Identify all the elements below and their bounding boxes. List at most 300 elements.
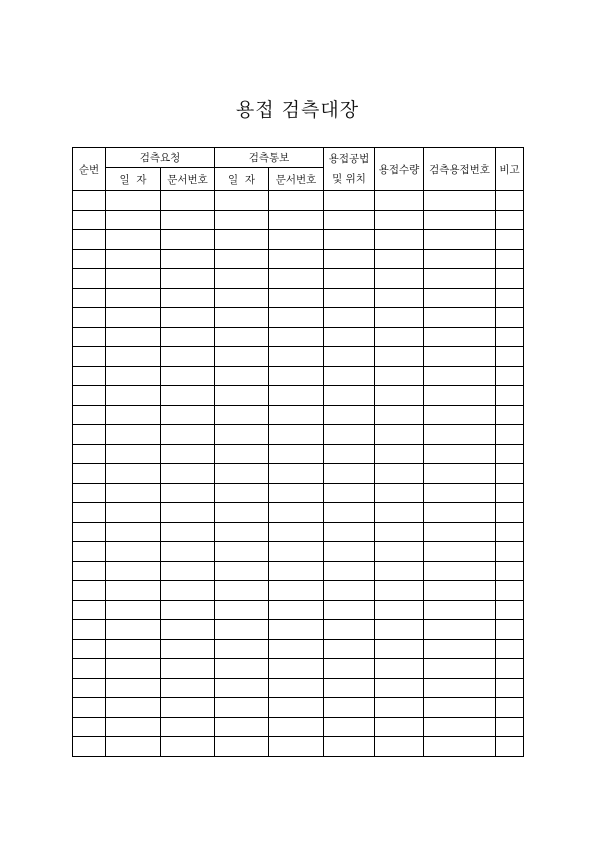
table-cell[interactable] xyxy=(496,347,524,367)
table-cell[interactable] xyxy=(424,444,496,464)
table-cell[interactable] xyxy=(106,249,161,269)
table-cell[interactable] xyxy=(424,405,496,425)
table-cell[interactable] xyxy=(269,425,324,445)
table-cell[interactable] xyxy=(106,483,161,503)
table-cell[interactable] xyxy=(375,659,424,679)
table-cell[interactable] xyxy=(496,522,524,542)
table-row xyxy=(73,425,524,445)
table-cell[interactable] xyxy=(269,444,324,464)
header-method-line2: 및 위치 xyxy=(332,173,366,185)
header-method-location xyxy=(324,148,375,191)
header-inspection-weld-number: 검측용접번호 xyxy=(424,148,496,191)
table-cell[interactable] xyxy=(161,600,215,620)
table-cell[interactable] xyxy=(269,678,324,698)
table-cell[interactable] xyxy=(324,366,375,386)
table-cell[interactable] xyxy=(269,405,324,425)
table-cell[interactable] xyxy=(215,386,269,406)
table-cell[interactable] xyxy=(106,600,161,620)
table-cell[interactable] xyxy=(496,659,524,679)
table-cell[interactable] xyxy=(375,561,424,581)
table-cell[interactable] xyxy=(375,737,424,757)
table-cell[interactable] xyxy=(73,210,106,230)
table-cell[interactable] xyxy=(106,191,161,211)
table-cell[interactable] xyxy=(161,717,215,737)
table-cell[interactable] xyxy=(73,405,106,425)
table-cell[interactable] xyxy=(215,503,269,523)
table-cell[interactable] xyxy=(73,269,106,289)
header-inspection-notice: 검측통보 xyxy=(215,148,324,168)
table-cell[interactable] xyxy=(215,327,269,347)
header-request-date: 일 자 xyxy=(106,168,161,191)
table-cell[interactable] xyxy=(324,717,375,737)
table-cell[interactable] xyxy=(375,366,424,386)
table-cell[interactable] xyxy=(215,561,269,581)
table-cell[interactable] xyxy=(269,483,324,503)
table-cell[interactable] xyxy=(375,288,424,308)
table-row xyxy=(73,249,524,269)
table-cell[interactable] xyxy=(215,659,269,679)
table-cell[interactable] xyxy=(215,678,269,698)
table-cell[interactable] xyxy=(424,230,496,250)
table-cell[interactable] xyxy=(324,386,375,406)
table-cell[interactable] xyxy=(496,698,524,718)
table-cell[interactable] xyxy=(269,503,324,523)
table-cell[interactable] xyxy=(215,542,269,562)
table-cell[interactable] xyxy=(324,249,375,269)
table-cell[interactable] xyxy=(215,288,269,308)
table-cell[interactable] xyxy=(496,737,524,757)
table-cell[interactable] xyxy=(161,522,215,542)
table-cell[interactable] xyxy=(215,717,269,737)
table-cell[interactable] xyxy=(496,678,524,698)
header-seq: 순번 xyxy=(73,148,106,191)
table-cell[interactable] xyxy=(269,542,324,562)
table-cell[interactable] xyxy=(496,327,524,347)
table-cell[interactable] xyxy=(324,639,375,659)
table-cell[interactable] xyxy=(269,717,324,737)
table-cell[interactable] xyxy=(215,249,269,269)
table-row xyxy=(73,230,524,250)
table-cell[interactable] xyxy=(375,444,424,464)
table-cell[interactable] xyxy=(161,639,215,659)
table-cell[interactable] xyxy=(106,698,161,718)
table-cell[interactable] xyxy=(324,230,375,250)
table-cell[interactable] xyxy=(106,288,161,308)
table-cell[interactable] xyxy=(215,191,269,211)
header-remarks: 비고 xyxy=(496,148,524,191)
table-cell[interactable] xyxy=(161,269,215,289)
table-cell[interactable] xyxy=(424,425,496,445)
table-cell[interactable] xyxy=(375,600,424,620)
table-cell[interactable] xyxy=(73,620,106,640)
table-cell[interactable] xyxy=(269,639,324,659)
table-cell[interactable] xyxy=(161,230,215,250)
table-cell[interactable] xyxy=(424,542,496,562)
table-cell[interactable] xyxy=(73,327,106,347)
table-cell[interactable] xyxy=(375,717,424,737)
table-cell[interactable] xyxy=(269,600,324,620)
table-cell[interactable] xyxy=(375,210,424,230)
table-cell[interactable] xyxy=(375,678,424,698)
table-cell[interactable] xyxy=(269,347,324,367)
table-cell[interactable] xyxy=(161,366,215,386)
table-cell[interactable] xyxy=(215,444,269,464)
table-cell[interactable] xyxy=(269,561,324,581)
table-cell[interactable] xyxy=(215,464,269,484)
table-cell[interactable] xyxy=(161,405,215,425)
table-cell[interactable] xyxy=(161,581,215,601)
table-row xyxy=(73,678,524,698)
table-cell[interactable] xyxy=(324,464,375,484)
table-row xyxy=(73,620,524,640)
table-cell[interactable] xyxy=(73,230,106,250)
table-row xyxy=(73,600,524,620)
table-cell[interactable] xyxy=(106,425,161,445)
table-row xyxy=(73,503,524,523)
table-cell[interactable] xyxy=(73,366,106,386)
table-cell[interactable] xyxy=(496,717,524,737)
table-cell[interactable] xyxy=(73,464,106,484)
table-cell[interactable] xyxy=(496,483,524,503)
table-cell[interactable] xyxy=(424,678,496,698)
table-cell[interactable] xyxy=(324,347,375,367)
table-cell[interactable] xyxy=(496,249,524,269)
table-cell[interactable] xyxy=(269,249,324,269)
table-cell[interactable] xyxy=(269,288,324,308)
table-cell[interactable] xyxy=(73,717,106,737)
table-cell[interactable] xyxy=(73,639,106,659)
table-cell[interactable] xyxy=(161,308,215,328)
table-cell[interactable] xyxy=(269,366,324,386)
table-cell[interactable] xyxy=(424,269,496,289)
table-cell[interactable] xyxy=(106,737,161,757)
table-cell[interactable] xyxy=(324,678,375,698)
table-cell[interactable] xyxy=(496,542,524,562)
table-cell[interactable] xyxy=(496,288,524,308)
table-cell[interactable] xyxy=(73,698,106,718)
table-cell[interactable] xyxy=(215,737,269,757)
table-cell[interactable] xyxy=(375,522,424,542)
header-method-line1: 용접공법 xyxy=(328,153,370,165)
table-cell[interactable] xyxy=(161,561,215,581)
table-cell[interactable] xyxy=(269,230,324,250)
table-cell[interactable] xyxy=(375,639,424,659)
table-cell[interactable] xyxy=(106,503,161,523)
table-cell[interactable] xyxy=(269,386,324,406)
table-cell[interactable] xyxy=(375,464,424,484)
table-cell[interactable] xyxy=(215,483,269,503)
table-cell[interactable] xyxy=(496,425,524,445)
table-cell[interactable] xyxy=(424,483,496,503)
table-cell[interactable] xyxy=(424,600,496,620)
table-cell[interactable] xyxy=(215,639,269,659)
table-cell[interactable] xyxy=(106,620,161,640)
table-row xyxy=(73,269,524,289)
table-cell[interactable] xyxy=(375,581,424,601)
table-cell[interactable] xyxy=(496,191,524,211)
table-cell[interactable] xyxy=(215,425,269,445)
table-cell[interactable] xyxy=(161,698,215,718)
table-row xyxy=(73,561,524,581)
table-cell[interactable] xyxy=(424,464,496,484)
table-cell[interactable] xyxy=(496,464,524,484)
table-cell[interactable] xyxy=(324,210,375,230)
table-cell[interactable] xyxy=(215,347,269,367)
table-cell[interactable] xyxy=(73,522,106,542)
table-cell[interactable] xyxy=(269,191,324,211)
table-cell[interactable] xyxy=(161,659,215,679)
table-cell[interactable] xyxy=(424,347,496,367)
table-row xyxy=(73,191,524,211)
table-cell[interactable] xyxy=(73,249,106,269)
table-cell[interactable] xyxy=(375,191,424,211)
table-cell[interactable] xyxy=(106,717,161,737)
table-cell[interactable] xyxy=(375,308,424,328)
table-cell[interactable] xyxy=(73,600,106,620)
table-cell[interactable] xyxy=(215,366,269,386)
table-cell[interactable] xyxy=(73,737,106,757)
table-cell[interactable] xyxy=(106,347,161,367)
table-cell[interactable] xyxy=(106,561,161,581)
table-cell[interactable] xyxy=(324,581,375,601)
table-cell[interactable] xyxy=(106,522,161,542)
table-cell[interactable] xyxy=(161,444,215,464)
table-cell[interactable] xyxy=(73,425,106,445)
table-cell[interactable] xyxy=(73,483,106,503)
table-cell[interactable] xyxy=(215,600,269,620)
table-row xyxy=(73,542,524,562)
table-cell[interactable] xyxy=(161,542,215,562)
table-cell[interactable] xyxy=(324,698,375,718)
table-cell[interactable] xyxy=(106,405,161,425)
table-cell[interactable] xyxy=(215,230,269,250)
table-cell[interactable] xyxy=(324,483,375,503)
table-cell[interactable] xyxy=(73,288,106,308)
table-cell[interactable] xyxy=(424,620,496,640)
table-cell[interactable] xyxy=(496,581,524,601)
header-weld-quantity: 용접수량 xyxy=(375,148,424,191)
table-cell[interactable] xyxy=(269,464,324,484)
table-cell[interactable] xyxy=(424,503,496,523)
table-cell[interactable] xyxy=(424,288,496,308)
table-cell[interactable] xyxy=(375,249,424,269)
table-cell[interactable] xyxy=(106,230,161,250)
table-cell[interactable] xyxy=(269,269,324,289)
table-cell[interactable] xyxy=(424,561,496,581)
table-cell[interactable] xyxy=(73,308,106,328)
table-cell[interactable] xyxy=(424,659,496,679)
table-cell[interactable] xyxy=(106,366,161,386)
table-cell[interactable] xyxy=(324,737,375,757)
table-cell[interactable] xyxy=(106,386,161,406)
table-cell[interactable] xyxy=(106,659,161,679)
header-notice-date: 일 자 xyxy=(215,168,269,191)
table-cell[interactable] xyxy=(215,522,269,542)
table-cell[interactable] xyxy=(73,659,106,679)
table-cell[interactable] xyxy=(73,191,106,211)
table-row xyxy=(73,210,524,230)
table-cell[interactable] xyxy=(496,503,524,523)
table-cell[interactable] xyxy=(161,464,215,484)
table-cell[interactable] xyxy=(496,600,524,620)
table-cell[interactable] xyxy=(106,678,161,698)
table-cell[interactable] xyxy=(161,249,215,269)
table-cell[interactable] xyxy=(375,269,424,289)
table-cell[interactable] xyxy=(375,327,424,347)
table-cell[interactable] xyxy=(424,366,496,386)
table-cell[interactable] xyxy=(324,561,375,581)
table-cell[interactable] xyxy=(496,210,524,230)
table-cell[interactable] xyxy=(269,620,324,640)
table-cell[interactable] xyxy=(106,581,161,601)
table-cell[interactable] xyxy=(73,444,106,464)
table-cell[interactable] xyxy=(161,386,215,406)
table-cell[interactable] xyxy=(215,269,269,289)
table-cell[interactable] xyxy=(375,542,424,562)
table-cell[interactable] xyxy=(324,269,375,289)
table-cell[interactable] xyxy=(215,308,269,328)
table-row xyxy=(73,737,524,757)
table-cell[interactable] xyxy=(106,210,161,230)
table-cell[interactable] xyxy=(161,191,215,211)
table-cell[interactable] xyxy=(375,620,424,640)
table-cell[interactable] xyxy=(269,308,324,328)
table-cell[interactable] xyxy=(375,503,424,523)
header-inspection-request: 검측요청 xyxy=(106,148,215,168)
table-cell[interactable] xyxy=(496,561,524,581)
table-cell[interactable] xyxy=(424,639,496,659)
table-cell[interactable] xyxy=(424,717,496,737)
table-row xyxy=(73,698,524,718)
table-cell[interactable] xyxy=(161,347,215,367)
header-request-doc-no: 문서번호 xyxy=(161,168,215,191)
table-row xyxy=(73,581,524,601)
table-cell[interactable] xyxy=(324,288,375,308)
table-cell[interactable] xyxy=(424,249,496,269)
table-cell[interactable] xyxy=(269,581,324,601)
table-cell[interactable] xyxy=(496,308,524,328)
table-cell[interactable] xyxy=(215,405,269,425)
table-cell[interactable] xyxy=(106,327,161,347)
table-cell[interactable] xyxy=(324,425,375,445)
table-row xyxy=(73,483,524,503)
table-cell[interactable] xyxy=(73,678,106,698)
header-row-1 xyxy=(73,148,524,168)
table-cell[interactable] xyxy=(324,659,375,679)
table-cell[interactable] xyxy=(424,308,496,328)
table-cell[interactable] xyxy=(269,327,324,347)
table-cell[interactable] xyxy=(496,639,524,659)
table-cell[interactable] xyxy=(106,542,161,562)
table-row xyxy=(73,717,524,737)
table-cell[interactable] xyxy=(496,405,524,425)
table-cell[interactable] xyxy=(161,288,215,308)
table-cell[interactable] xyxy=(269,698,324,718)
table-row xyxy=(73,347,524,367)
table-cell[interactable] xyxy=(106,308,161,328)
table-cell[interactable] xyxy=(324,522,375,542)
table-cell[interactable] xyxy=(161,483,215,503)
table-cell[interactable] xyxy=(106,639,161,659)
table-cell[interactable] xyxy=(424,191,496,211)
table-cell[interactable] xyxy=(324,503,375,523)
table-cell[interactable] xyxy=(424,698,496,718)
table-cell[interactable] xyxy=(161,678,215,698)
table-cell[interactable] xyxy=(161,210,215,230)
table-cell[interactable] xyxy=(215,581,269,601)
table-cell[interactable] xyxy=(375,405,424,425)
table-cell[interactable] xyxy=(324,542,375,562)
table-cell[interactable] xyxy=(73,542,106,562)
table-row xyxy=(73,386,524,406)
table-cell[interactable] xyxy=(424,581,496,601)
table-cell[interactable] xyxy=(424,386,496,406)
table-cell[interactable] xyxy=(496,444,524,464)
table-cell[interactable] xyxy=(324,327,375,347)
table-cell[interactable] xyxy=(496,386,524,406)
table-cell[interactable] xyxy=(375,386,424,406)
table-cell[interactable] xyxy=(73,386,106,406)
table-cell[interactable] xyxy=(424,327,496,347)
table-cell[interactable] xyxy=(269,210,324,230)
table-cell[interactable] xyxy=(324,620,375,640)
table-cell[interactable] xyxy=(324,444,375,464)
table-cell[interactable] xyxy=(496,269,524,289)
table-cell[interactable] xyxy=(161,620,215,640)
table-cell[interactable] xyxy=(215,620,269,640)
table-cell[interactable] xyxy=(375,347,424,367)
table-cell[interactable] xyxy=(161,425,215,445)
table-cell[interactable] xyxy=(424,210,496,230)
table-cell[interactable] xyxy=(496,620,524,640)
weld-inspection-table xyxy=(72,147,524,757)
table-cell[interactable] xyxy=(73,503,106,523)
table-cell[interactable] xyxy=(161,737,215,757)
header-notice-doc-no: 문서번호 xyxy=(269,168,324,191)
table-cell[interactable] xyxy=(375,230,424,250)
table-cell[interactable] xyxy=(73,347,106,367)
table-cell[interactable] xyxy=(424,522,496,542)
table-cell[interactable] xyxy=(375,698,424,718)
table-row xyxy=(73,444,524,464)
table-cell[interactable] xyxy=(269,737,324,757)
table-cell[interactable] xyxy=(106,464,161,484)
table-cell[interactable] xyxy=(106,444,161,464)
table-cell[interactable] xyxy=(375,425,424,445)
table-cell[interactable] xyxy=(269,522,324,542)
table-cell[interactable] xyxy=(106,269,161,289)
table-row xyxy=(73,405,524,425)
table-cell[interactable] xyxy=(269,659,324,679)
table-cell[interactable] xyxy=(73,581,106,601)
table-cell[interactable] xyxy=(324,600,375,620)
table-cell[interactable] xyxy=(215,210,269,230)
table-cell[interactable] xyxy=(324,405,375,425)
table-cell[interactable] xyxy=(375,483,424,503)
table-cell[interactable] xyxy=(73,561,106,581)
table-cell[interactable] xyxy=(424,737,496,757)
table-cell[interactable] xyxy=(496,230,524,250)
table-cell[interactable] xyxy=(215,698,269,718)
table-row xyxy=(73,659,524,679)
table-cell[interactable] xyxy=(161,503,215,523)
table-body xyxy=(73,191,524,757)
table-cell[interactable] xyxy=(324,191,375,211)
table-row xyxy=(73,522,524,542)
table-cell[interactable] xyxy=(324,308,375,328)
table-cell[interactable] xyxy=(161,327,215,347)
table-cell[interactable] xyxy=(496,366,524,386)
